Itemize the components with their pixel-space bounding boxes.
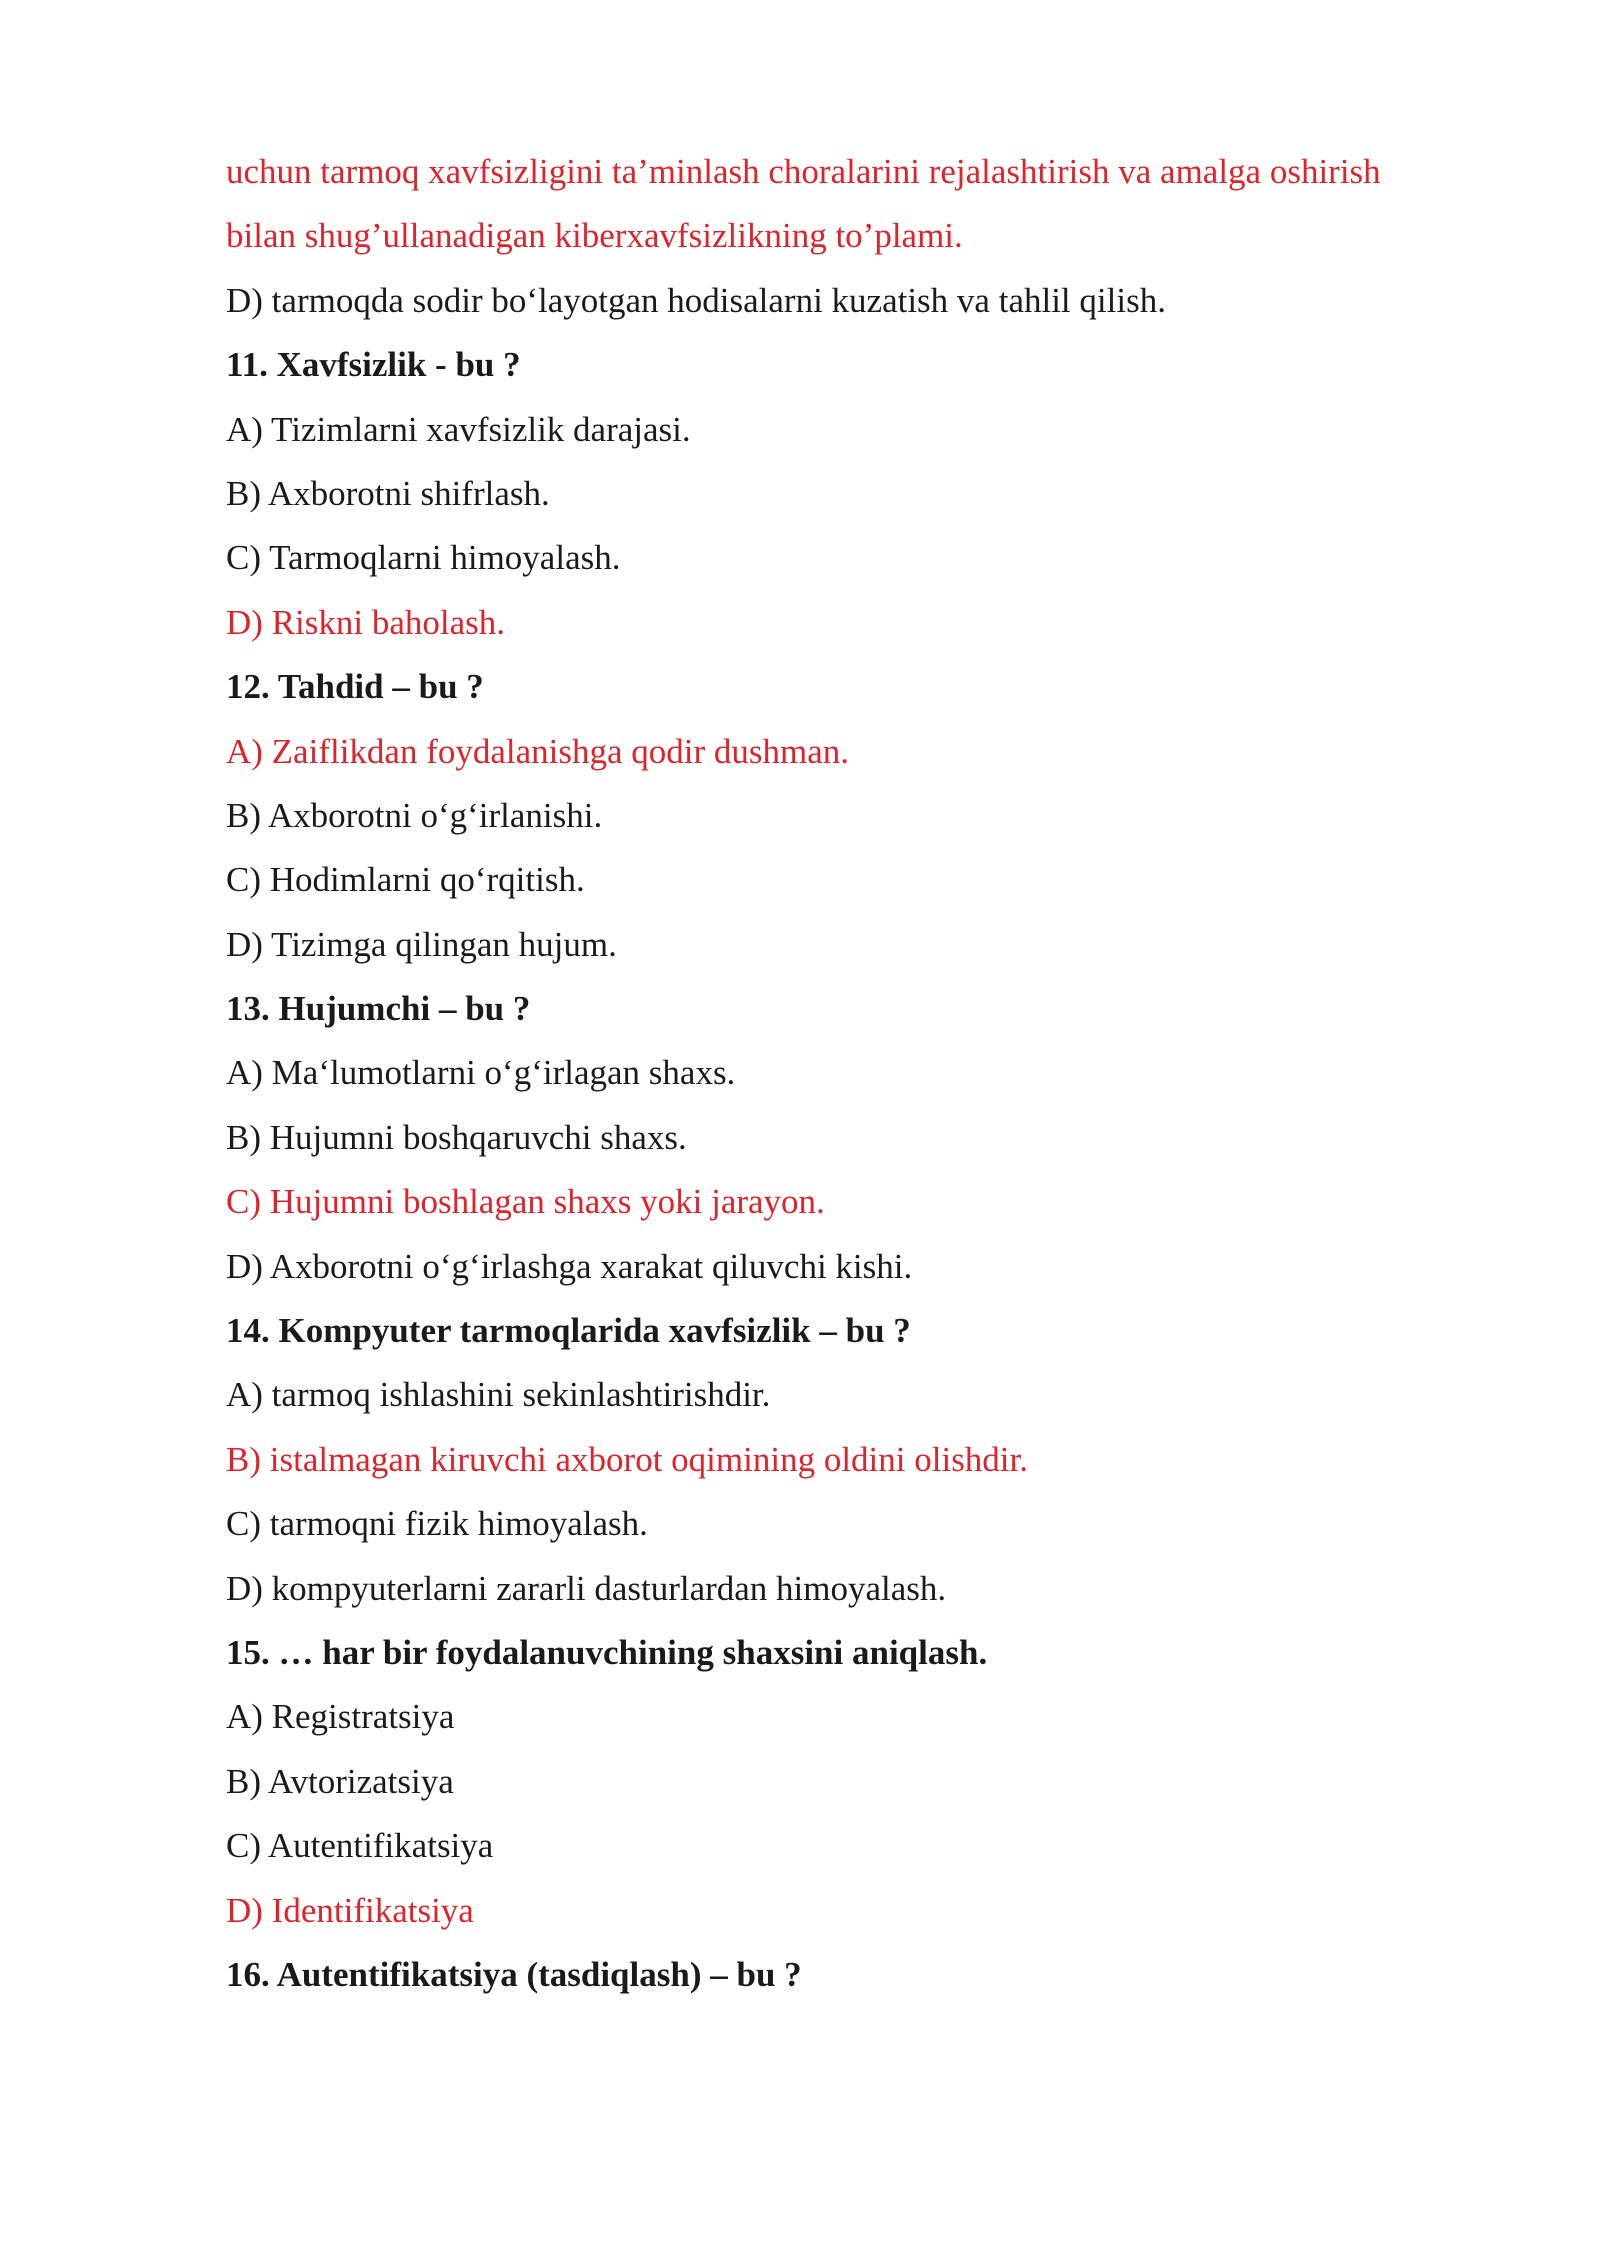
- answer-option: B) Hujumni boshqaruvchi shaxs.: [226, 1117, 687, 1157]
- answer-option: A) Tizimlarni xavfsizlik darajasi.: [226, 409, 691, 449]
- question-heading: 13. Hujumchi – bu ?: [226, 989, 531, 1029]
- correct-answer-line: bilan shug’ullanadigan kiberxavfsizlikning to’plami.: [226, 216, 963, 256]
- question-heading: 15. … har bir foydalanuvchining shaxsini aniqlash.: [226, 1632, 988, 1672]
- correct-answer-line: C) Hujumni boshlagan shaxs yoki jarayon.: [226, 1182, 825, 1222]
- quiz-content: [226, 140, 1526, 2007]
- answer-option: C) Tarmoqlarni himoyalash.: [226, 538, 621, 578]
- answer-option: A) tarmoq ishlashini sekinlashtirishdir.: [226, 1375, 771, 1415]
- correct-answer-line: D) Identifikatsiya: [226, 1890, 474, 1930]
- answer-option: B) Axborotni oʻgʻirlanishi.: [226, 795, 603, 835]
- answer-option: B) Avtorizatsiya: [226, 1761, 454, 1801]
- answer-option: D) Axborotni oʻgʻirlashga xarakat qiluvchi kishi.: [226, 1246, 913, 1286]
- question-heading: 14. Kompyuter tarmoqlarida xavfsizlik – bu ?: [226, 1311, 911, 1351]
- answer-option: A) Maʻlumotlarni oʻgʻirlagan shaxs.: [226, 1053, 736, 1093]
- correct-answer-line: A) Zaiflikdan foydalanishga qodir dushman.: [226, 731, 850, 771]
- answer-option: C) Autentifikatsiya: [226, 1826, 494, 1866]
- correct-answer-line: B) istalmagan kiruvchi axborot oqimining oldini olishdir.: [226, 1439, 1029, 1479]
- correct-answer-line: D) Riskni baholash.: [226, 602, 506, 642]
- question-heading: 16. Autentifikatsiya (tasdiqlash) – bu ?: [226, 1954, 802, 1994]
- answer-option: D) kompyuterlarni zararli dasturlardan himoyalash.: [226, 1568, 947, 1608]
- question-heading: 11. Xavfsizlik - bu ?: [226, 345, 521, 385]
- answer-option: B) Axborotni shifrlash.: [226, 473, 550, 513]
- answer-option: D) Tizimga qilingan hujum.: [226, 924, 617, 964]
- answer-option: C) tarmoqni fizik himoyalash.: [226, 1504, 648, 1544]
- answer-option: C) Hodimlarni qoʻrqitish.: [226, 860, 585, 900]
- answer-option: D) tarmoqda sodir boʻlayotgan hodisalarni kuzatish va tahlil qilish.: [226, 280, 1166, 320]
- answer-option: A) Registratsiya: [226, 1697, 455, 1737]
- question-heading: 12. Tahdid – bu ?: [226, 667, 484, 707]
- correct-answer-line: uchun tarmoq xavfsizligini ta’minlash choralarini rejalashtirish va amalga oshirish: [226, 152, 1381, 191]
